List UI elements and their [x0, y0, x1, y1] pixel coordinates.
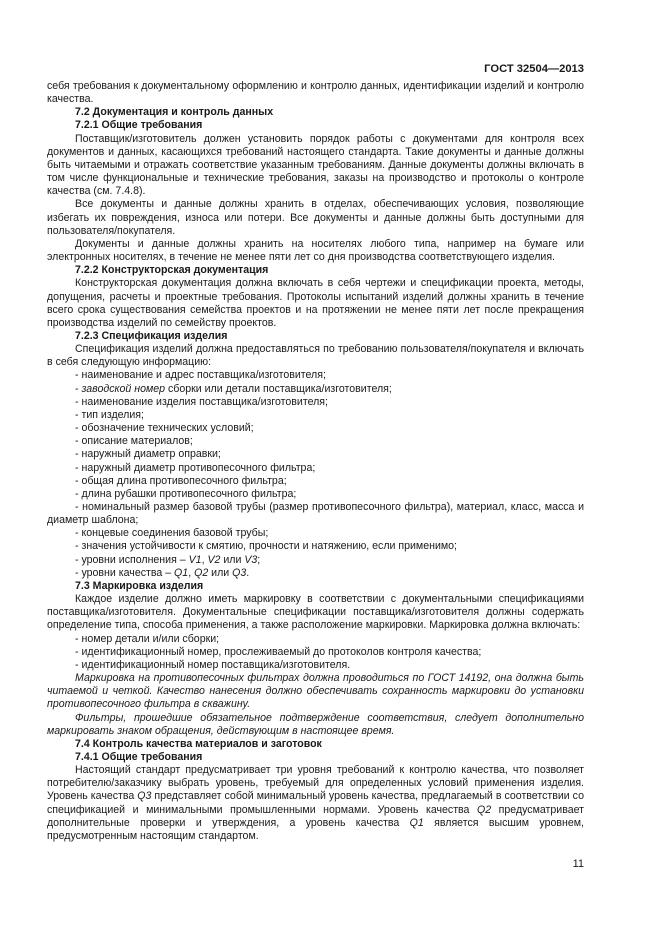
section-heading-7-4: 7.4 Контроль качества материалов и заготовок [75, 737, 322, 750]
subsection-heading-7-2-3: 7.2.3 Спецификация изделия [75, 329, 228, 342]
list-item: - уровни исполнения – V1, V2 или V3; [75, 553, 261, 566]
list-item: - наружный диаметр оправки; [75, 448, 221, 461]
section-heading-7-3: 7.3 Маркировка изделия [75, 579, 204, 592]
subsection-heading-7-2-1: 7.2.1 Общие требования [75, 119, 203, 132]
paragraph: Спецификация изделий должна предоставляться по требованию пользователя/покупателя и включать в себя следующую информацию: [47, 343, 584, 369]
section-heading-7-2: 7.2 Документация и контроль данных [75, 106, 274, 119]
page-body [47, 80, 584, 843]
list-item: - идентификационный номер поставщика/изготовителя. [75, 658, 351, 671]
list-item: - значения устойчивости к смятию, прочности и натяжению, если применимо; [75, 540, 457, 553]
paragraph: Конструкторская документация должна включать в себя чертежи и спецификации проекта, методы, допущения, расчеты и проектные требования. Протоколы испытаний изделий должны хранить в течение всего срока существования семейства проектов и на протяжении не менее пяти лет после прекращения производства изделий по семейству проектов. [47, 277, 584, 329]
paragraph-continuation: себя требования к документальному оформлению и контролю данных, идентификации изделий и контролю качества. [47, 80, 584, 106]
document-id-header: ГОСТ 32504—2013 [484, 63, 584, 75]
list-item: - наименование и адрес поставщика/изготовителя; [75, 369, 326, 382]
subsection-heading-7-2-2: 7.2.2 Конструкторская документация [75, 264, 269, 277]
paragraph: Каждое изделие должно иметь маркировку в соответствии с документальными спецификациями поставщика/изготовителя. Документальные спецификации поставщика/изготовителя должны содержать определение типа, способа применения, а также расположение маркировки. Маркировка должна включать: [47, 593, 584, 632]
italic-paragraph: Маркировка на противопесочных фильтрах должна проводиться по ГОСТ 14192, она должна быть читаемой и четкой. Качество нанесения должно обеспечивать сохранность маркировки до установки противопесочного фильтра в скважину. [47, 672, 584, 711]
list-item: - наименование изделия поставщика/изготовителя; [75, 395, 328, 408]
list-item: - общая длина противопесочного фильтра; [75, 474, 287, 487]
paragraph: Все документы и данные должны хранить в отделах, обеспечивающих условия, позволяющие избегать их повреждения, износа или потери. Все документы и данные должны быть доступными для пользователя/покупателя. [47, 198, 584, 237]
paragraph: Настоящий стандарт предусматривает три уровня требований к контролю качества, что позволяет потребителю/заказчику выбрать уровень, требуемый для определенных условий применения изделия. Уровень качества Q3 представляет собой минимальный уровень качества, предлагаемый в соответствии со спецификацией и минимальными промышленными нормами. Уровень качества Q2 предусматривает дополнительные проверки и утверждения, а уровень качества Q1 является высшим уровнем, предусмотренным настоящим стандартом. [47, 764, 584, 842]
list-item: - обозначение технических условий; [75, 422, 254, 435]
list-item: - идентификационный номер, прослеживаемый до протоколов контроля качества; [75, 645, 482, 658]
list-item: - описание материалов; [75, 435, 193, 448]
list-item: - заводской номер сборки или детали поставщика/изготовителя; [75, 382, 392, 395]
list-item-wrapped: - номинальный размер базовой трубы (размер противопесочного фильтра), материал, класс, масса и диаметр шаблона; [47, 501, 584, 527]
list-item: - концевые соединения базовой трубы; [75, 527, 269, 540]
list-item: - тип изделия; [75, 408, 144, 421]
italic-paragraph: Фильтры, прошедшие обязательное подтверждение соответствия, следует дополнительно маркировать знаком обращения, действующим в настоящее время. [47, 711, 584, 737]
list-item: - номер детали и/или сборки; [75, 632, 220, 645]
list-item: - длина рубашки противопесочного фильтра; [75, 487, 297, 500]
list-item: - уровни качества – Q1, Q2 или Q3. [75, 566, 250, 579]
subsection-heading-7-4-1: 7.4.1 Общие требования [75, 750, 203, 763]
page-number: 11 [572, 858, 584, 870]
paragraph: Поставщик/изготовитель должен установить порядок работы с документами для контроля всех документов и данных, касающихся требований настоящего стандарта. Такие документы и данные должны быть читаемыми и отражать соответствие указанным требованиям. Данные документы должны включать в том числе функциональные и технические требования, заказы на производство и протоколы о контроле качества (см. 7.4.8). [47, 132, 584, 198]
paragraph: Документы и данные должны хранить на носителях любого типа, например на бумаге или электронных носителях, в течение не менее пяти лет со дня производства соответствующего изделия. [47, 237, 584, 264]
list-item: - наружный диаметр противопесочного фильтра; [75, 461, 316, 474]
